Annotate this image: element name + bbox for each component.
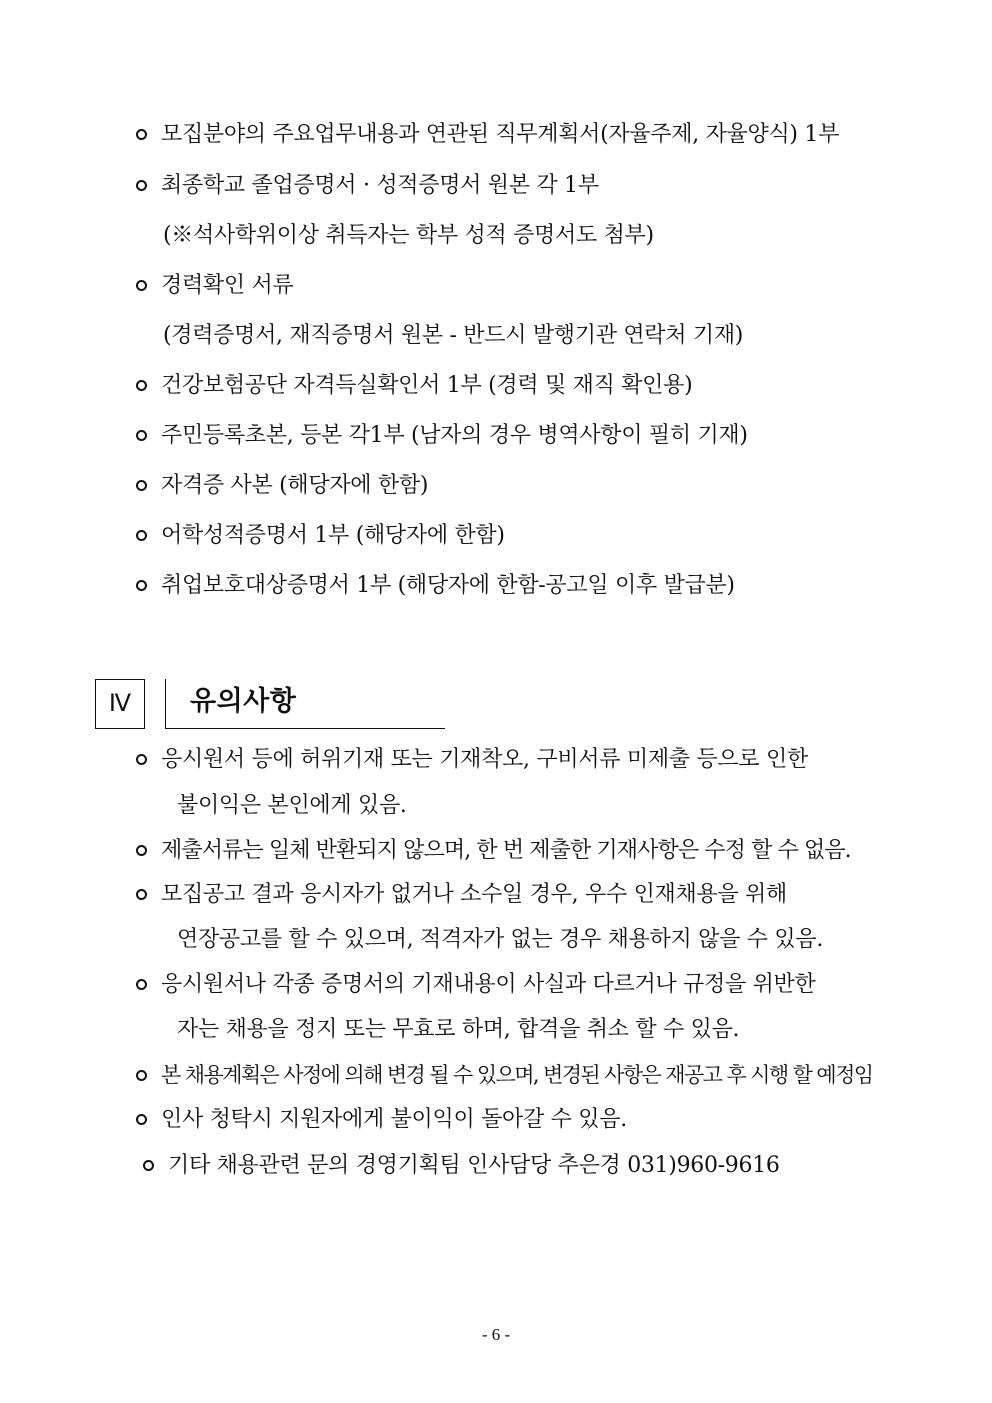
list-item: 취업보호대상증명서 1부 (해당자에 한함-공고일 이후 발급분) (136, 571, 735, 601)
list-item: 응시원서나 각종 증명서의 기재내용이 사실과 다르거나 규정을 위반한 (136, 970, 815, 1000)
circle-bullet-icon (136, 480, 147, 491)
section-title: 유의사항 (165, 679, 445, 729)
section-number: Ⅳ (95, 679, 145, 729)
list-item: 자격증 사본 (해당자에 한함) (136, 471, 428, 501)
list-item-continuation: (경력증명서, 재직증명서 원본 - 반드시 발행기관 연락처 기재) (163, 323, 744, 348)
list-item: 모집공고 결과 응시자가 없거나 소수일 경우, 우수 인재채용을 위해 (136, 880, 787, 910)
circle-bullet-icon (136, 380, 147, 391)
list-item-continuation: (※석사학위이상 취득자는 학부 성적 증명서도 첨부) (163, 223, 654, 248)
list-item-continuation: 자는 채용을 정지 또는 무효로 하며, 합격을 취소 할 수 있음. (177, 1017, 740, 1042)
list-item: 건강보험공단 자격득실확인서 1부 (경력 및 재직 확인용) (136, 371, 692, 401)
circle-bullet-icon (143, 1160, 154, 1171)
circle-bullet-icon (136, 845, 147, 856)
circle-bullet-icon (136, 979, 147, 990)
circle-bullet-icon (136, 430, 147, 441)
list-item: 기타 채용관련 문의 경영기획팀 인사담당 추은경 031)960-9616 (143, 1151, 780, 1181)
circle-bullet-icon (136, 129, 147, 140)
list-item-continuation: 불이익은 본인에게 있음. (177, 793, 407, 818)
circle-bullet-icon (136, 530, 147, 541)
circle-bullet-icon (136, 580, 147, 591)
circle-bullet-icon (136, 280, 147, 291)
circle-bullet-icon (136, 1070, 147, 1081)
list-item: 경력확인 서류 (136, 271, 293, 301)
circle-bullet-icon (136, 180, 147, 191)
page-number: - 6 - (481, 1325, 511, 1344)
list-item: 최종학교 졸업증명서 · 성적증명서 원본 각 1부 (136, 171, 599, 201)
list-item: 제출서류는 일체 반환되지 않으며, 한 번 제출한 기재사항은 수정 할 수 없음. (136, 836, 851, 866)
list-item: 본 채용계획은 사정에 의해 변경 될 수 있으며, 변경된 사항은 재공고 후 시행 할 예정임 (136, 1060, 872, 1091)
list-item: 응시원서 등에 허위기재 또는 기재착오, 구비서류 미제출 등으로 인한 (136, 745, 808, 775)
circle-bullet-icon (136, 1114, 147, 1125)
list-item: 인사 청탁시 지원자에게 불이익이 돌아갈 수 있음. (136, 1105, 627, 1135)
list-item: 모집분야의 주요업무내용과 연관된 직무계획서(자율주제, 자율양식) 1부 (136, 120, 839, 150)
circle-bullet-icon (136, 889, 147, 900)
circle-bullet-icon (136, 754, 147, 765)
list-item-continuation: 연장공고를 할 수 있으며, 적격자가 없는 경우 채용하지 않을 수 있음. (177, 927, 824, 952)
list-item: 어학성적증명서 1부 (해당자에 한함) (136, 521, 505, 551)
list-item: 주민등록초본, 등본 각1부 (남자의 경우 병역사항이 필히 기재) (136, 421, 748, 451)
